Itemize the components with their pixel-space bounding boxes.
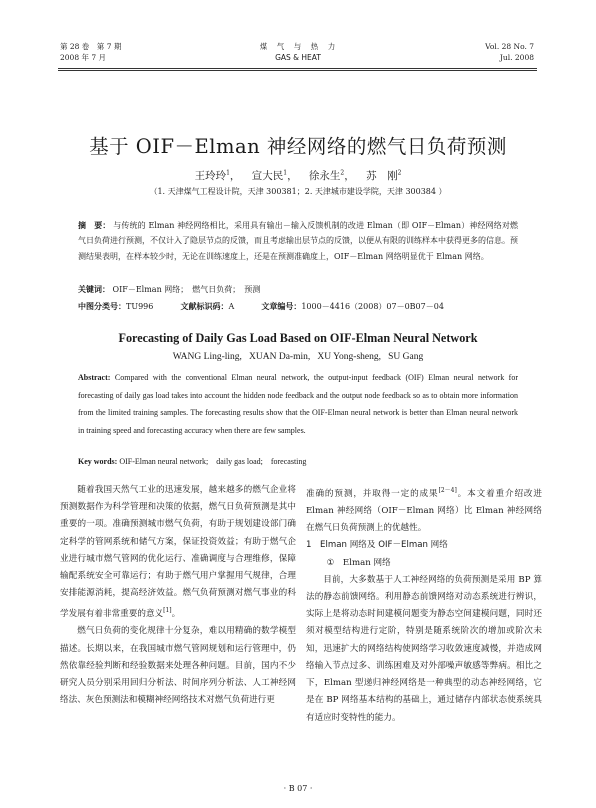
keywords-label-en: Key words:: [78, 457, 118, 466]
doc-code-label: 文献标识码：: [180, 302, 229, 311]
body-left-column: [60, 482, 296, 710]
subsection-heading: ① Elman 网络: [326, 557, 391, 568]
body-paragraph: 目前，大多数基于人工神经网络的负荷预测是采用 BP 算法的静态前馈网络。利用静态前馈网络对动态系统进行辨识，实际上是将动态时间建模问题变为静态空间建模问题，同时还须对模型结构进行定阶，特别是随系统阶次的增加或阶次未知，迅速扩大的网络结构使网络学习收敛速度减慢，并造成网络输入节点过多、训练困难及对外部噪声敏感等弊病。相比之下，Elman 型递归神经网络是一种典型的动态神经网络，它是在 BP 网络基本结构的基础上，通过储存内部状态使系统具有适应时变特性的能力。: [306, 574, 542, 723]
body-paragraph: [60, 482, 296, 623]
paragraph-text: 准确的预测，并取得一定的成果: [306, 488, 439, 499]
author-name: 王玲玲: [194, 170, 227, 182]
author-affil-mark: 1: [226, 169, 230, 177]
author-list-cn: 王玲玲$^1$， 宣大民$^1$， 徐永生$^2$， 苏 刚$^2$: [194, 169, 402, 182]
author-name-en: SU Gang: [388, 352, 424, 362]
issue-date: 2008 年 7 月: [60, 53, 107, 62]
author-name: 徐永生: [308, 170, 341, 182]
paragraph-text: 。本文着重介绍改进 Elman 神经网络（OIF－Elman 网络）比 Elman 神经网络在燃气日负荷预测上的优越性。: [306, 488, 542, 534]
keywords-text-cn: OIF－Elman 网络； 燃气日负荷； 预测: [112, 285, 261, 294]
journal-name-en: GAS & HEAT: [275, 53, 321, 62]
affiliation-cn: （1. 天津煤气工程设计院，天津 300381；2. 天津城市建设学院，天津 300384 ）: [149, 187, 447, 196]
keywords-cn: [78, 282, 518, 297]
abstract-label-cn: 摘 要：: [78, 221, 111, 230]
author-list-en: WANG Ling-ling, XUAN Da-min, XU Yong-sheng, SU Gang: [172, 352, 424, 362]
journal-name-cn: 煤 气 与 热 力: [259, 42, 337, 51]
abstract-label-en: Abstract:: [78, 373, 111, 382]
author-name: 苏 刚: [366, 170, 398, 182]
abstract-text-cn: 与传统的 Elman 神经网络相比，采用具有输出－输入反馈机制的改进 Elman（即 OIF－Elman）神经网络对燃气日负荷进行预测，不仅计入了隐层节点的反馈，而且考虑输出层节点的反馈，以便从有限的训练样本中获得更多的信息。预测结果表明，在样本较少时，无论在训练速度上，还是在预测准确度上，OIF－Elman 网络明显优于 Elman 网络。: [78, 221, 519, 261]
author-name: 宣大民: [251, 170, 284, 182]
author-affil-mark: 2: [340, 169, 345, 177]
paragraph-end: 。: [171, 609, 181, 620]
paragraph-text: 随着我国天然气工业的迅速发展，越来越多的燃气企业将预测数据作为科学管理和决策的依据，燃气日负荷预测是其中重要的一项。准确预测城市燃气负荷，有助于规划建设部门确定科学的管网系统和储气方案，保证投资效益；有助于燃气企业进行城市燃气管网的优化运行、准确调度与合理维修，保障输配系统安全可靠运行；有助于燃气用户掌握用气规律，合理安排能源消耗，提高经济效益。燃气负荷预测对燃气事业的科学发展有着非常重要的意义: [60, 485, 296, 620]
clc-value: TU996: [126, 302, 154, 311]
article-number-label: 文章编号：: [261, 302, 302, 311]
author-name-en: WANG Ling-ling: [172, 352, 240, 362]
keywords-text-en: OIF-Elman neural network; daily gas load; forecasting: [119, 457, 307, 466]
section-heading: 1 Elman 网络及 OIF－Elman 网络: [306, 540, 448, 551]
abstract-text-en: Compared with the conventional Elman neural network, the output-input feedback (OIF) Elman neural network for forecasting of daily gas load takes into account the hidden node feedback and the output node feedback so as to obtain more information from the limited training samples. The forecasting results show that the OIF-Elman neural network is better than Elman neural network in training speed and forecasting accuracy when there are few samples.: [78, 373, 518, 436]
article-number-value: 1000－4416（2008）07－0B07－04: [301, 302, 444, 311]
header-rule-2: [58, 70, 537, 71]
header-rule: [58, 68, 537, 69]
citation-ref: [1]: [163, 607, 172, 615]
abstract-en: [78, 369, 518, 440]
keywords-en: [78, 453, 518, 471]
author-name-en: XU Yong-sheng: [317, 352, 379, 362]
citation-ref: [2－4]: [438, 487, 457, 494]
body-right-column: [306, 482, 542, 727]
paper-title-en: Forecasting of Daily Gas Load Based on OIF-Elman Neural Network: [118, 331, 478, 345]
classification-line: [78, 299, 518, 314]
keywords-label-cn: 关键词：: [78, 285, 110, 294]
volume-issue-en: Vol. 28 No. 7: [485, 42, 534, 51]
body-paragraph: [306, 482, 542, 537]
paper-title-cn: 基于 OIF－Elman 神经网络的燃气日负荷预测: [89, 135, 507, 158]
journal-volume-en: [430, 41, 534, 63]
issue-date-en: Jul. 2008: [499, 53, 534, 62]
author-affil-mark: 2: [397, 169, 402, 177]
clc-label: 中图分类号：: [78, 302, 126, 311]
volume-issue: 第 28 卷 第 7 期: [60, 42, 122, 51]
author-affil-mark: 1: [283, 169, 288, 177]
page-number: · B 07 ·: [283, 784, 313, 793]
abstract-cn: [78, 218, 518, 264]
author-name-en: XUAN Da-min: [249, 352, 308, 362]
doc-code-value: A: [228, 302, 235, 311]
body-paragraph: 燃气日负荷的变化规律十分复杂，难以用精确的数学模型描述。长期以来，在我国城市燃气管网规划和运行管理中，仍然依靠经验判断和经验数据来处理各种问题。目前，国内不少研究人员分别采用回归分析法、时间序列分析法、人工神经网络法、灰色预测法和模糊神经网络技术对燃气负荷进行更: [60, 626, 296, 706]
